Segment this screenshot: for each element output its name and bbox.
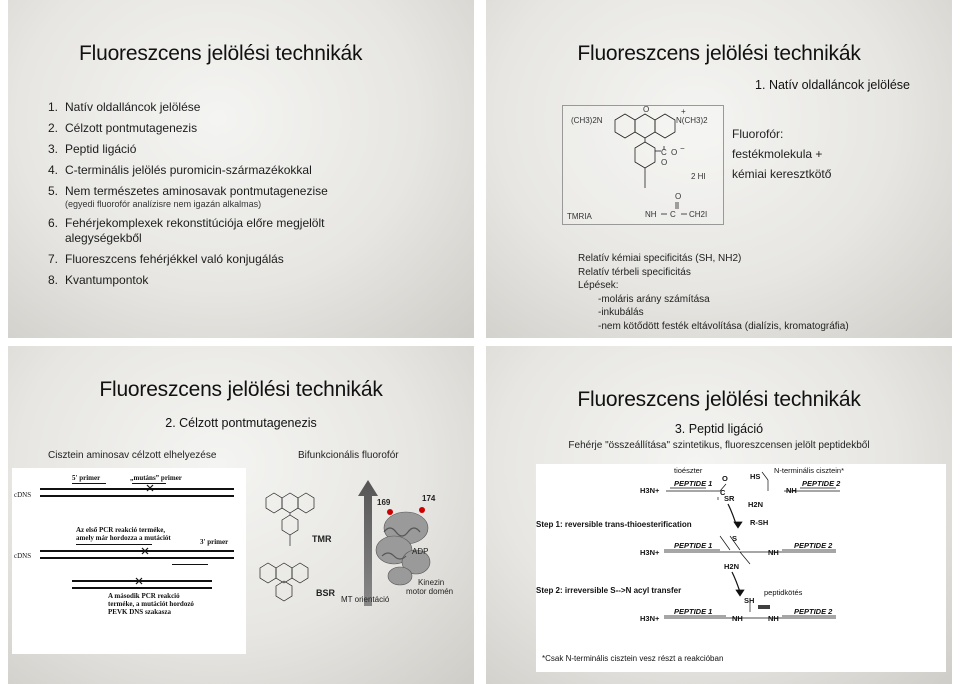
list-item-note: (egyedi fluorofór analízisre nem igazán alkalmas): [65, 199, 262, 209]
cdns-label: cDNS: [14, 552, 32, 560]
list-item: 5. Nem természetes aminosavak pontmutagenezise (egyedi fluorofór analízisre nem igazán alkalmas): [48, 184, 458, 210]
footnote: *Csak N-terminális cisztein vesz részt a reakcióban: [542, 654, 724, 663]
slide-2: [486, 0, 952, 338]
technique-list: [48, 100, 458, 294]
slide-subtitle: 2. Célzott pontmutagenezis: [165, 416, 317, 430]
mutant-primer-label: „mutáns” primer: [130, 474, 182, 482]
chem-ch2i: CH2I: [689, 210, 708, 219]
chem-c-lower: C: [670, 210, 676, 219]
step2-label: Step 2: irreversible S-->N acyl transfer: [536, 586, 682, 595]
n-terminal-cysteine-label: N-terminális cisztein*: [774, 466, 845, 475]
fluorophore-description: Fluorofór: festékmolekula + kémiai keresztkötő: [732, 127, 832, 181]
nh-label: NH: [732, 614, 743, 623]
chem-label-tmria: TMRIA: [567, 212, 592, 221]
ligation-scheme-drawing: [536, 464, 946, 672]
slide-title: Fluoreszcens jelölési technikák: [79, 42, 363, 65]
first-product-text: amely már hordozza a mutációt: [76, 534, 171, 542]
residue-169-label: 169: [377, 498, 391, 507]
slide-title: Fluoreszcens jelölési technikák: [577, 42, 861, 65]
primer3-label: 3' primer: [200, 538, 229, 546]
hs-label: HS: [750, 472, 761, 481]
ligation-description: Fehérje "összeállítása" szintetikus, fluoreszcensen jelölt peptidekből: [568, 440, 870, 451]
sr-label: SR: [724, 494, 735, 503]
chem-o-minus: O: [671, 148, 678, 157]
peptide-bond-label: peptidkötés: [764, 588, 803, 597]
o-label: O: [722, 474, 728, 483]
peptide2-label: PEPTIDE 2: [802, 479, 841, 488]
nh-label: NH: [786, 486, 797, 495]
tmr-label: TMR: [312, 534, 332, 544]
peptide1-label: PEPTIDE 1: [674, 479, 713, 488]
kinesin-label: motor domén: [406, 587, 454, 596]
adp-label: ADP: [412, 547, 429, 556]
slide-1: [8, 0, 474, 338]
slide-subtitle: 1. Natív oldalláncok jelölése: [755, 78, 910, 92]
h3n-label: H3N+: [640, 548, 660, 557]
slide-4: [486, 346, 952, 684]
nh-label: NH: [768, 548, 779, 557]
h2n-label: H2N: [748, 500, 764, 509]
list-item: 7. Fluoreszcens fehérjékkel való konjugálás: [48, 252, 284, 266]
first-product-text: Az első PCR reakció terméke,: [76, 526, 166, 534]
peptide2-label: PEPTIDE 2: [794, 607, 833, 616]
step1-label: Step 1: reversible trans-thioesterification: [536, 520, 692, 529]
specificity-text: Relatív kémiai specificitás (SH, NH2) Relatív térbeli specificitás Lépések: -moláris arány számítása -inkubálás -nem kötődött festék eltávolítása (dialízis, kromatográfia): [578, 253, 849, 332]
rsh-label: R-SH: [750, 518, 769, 527]
chem-o-lower: O: [675, 192, 682, 201]
peptide1-label: PEPTIDE 1: [674, 607, 713, 616]
second-product-text: PEVK DNS szakasza: [108, 608, 172, 616]
slide-3: [8, 346, 474, 684]
tmria-structure: [562, 105, 724, 225]
bsr-label: BSR: [316, 588, 336, 598]
c-label: C: [720, 488, 726, 497]
nh-label: NH: [768, 614, 779, 623]
pcr-mutagenesis-diagram: [12, 468, 246, 654]
bifunctional-label: Bifunkcionális fluorofór: [298, 450, 399, 461]
s-label: S: [732, 534, 738, 543]
chem-left-group: (CH3)2N: [571, 116, 603, 125]
list-item: 4. C-terminális jelölés puromicin-származékokkal: [48, 163, 312, 177]
list-item: 2. Célzott pontmutagenezis: [48, 121, 198, 135]
chem-hi: 2 HI: [691, 172, 706, 181]
second-product-text: A második PCR reakció: [108, 592, 180, 600]
list-item: 6. Fehérjekomplexek rekonstitúciója előre megjelölt alegységekből: [48, 216, 325, 245]
chem-plus: +: [681, 107, 686, 116]
chem-c: C: [661, 148, 667, 157]
cdns-label: cDNS: [14, 491, 32, 499]
kinesin-label: Kinezin: [418, 578, 445, 587]
slide-subtitle: 3. Peptid ligáció: [674, 422, 764, 436]
slide-title: Fluoreszcens jelölési technikák: [99, 378, 383, 401]
h2n-label: H2N: [724, 562, 740, 571]
chem-nh: NH: [645, 210, 657, 219]
ligation-scheme: [536, 464, 946, 672]
mutation-cross-marks: [12, 468, 246, 654]
chem-minus: −: [680, 144, 685, 153]
thioester-label: tioészter: [674, 466, 703, 475]
list-item: 3. Peptid ligáció: [48, 142, 137, 156]
residue-174-label: 174: [422, 494, 436, 503]
h3n-label: H3N+: [640, 614, 660, 623]
chem-o-top: O: [643, 105, 650, 114]
chem-right-group: N(CH3)2: [676, 116, 708, 125]
peptide2-label: PEPTIDE 2: [794, 541, 833, 550]
peptide1-label: PEPTIDE 1: [674, 541, 713, 550]
list-item: 1. Natív oldalláncok jelölése: [48, 100, 201, 114]
cysteine-label: Cisztein aminosav célzott elhelyezése: [48, 450, 217, 461]
second-product-text: terméke, a mutációt hordozó: [108, 600, 194, 608]
mt-orientation-label: MT orientáció: [341, 595, 390, 604]
h3n-label: H3N+: [640, 486, 660, 495]
list-item: 8. Kvantumpontok: [48, 273, 149, 287]
slide-title: Fluoreszcens jelölési technikák: [577, 388, 861, 411]
chem-o-carbonyl: O: [661, 158, 668, 167]
sh-label: SH: [744, 596, 755, 605]
primer5-label: 5' primer: [72, 474, 101, 482]
